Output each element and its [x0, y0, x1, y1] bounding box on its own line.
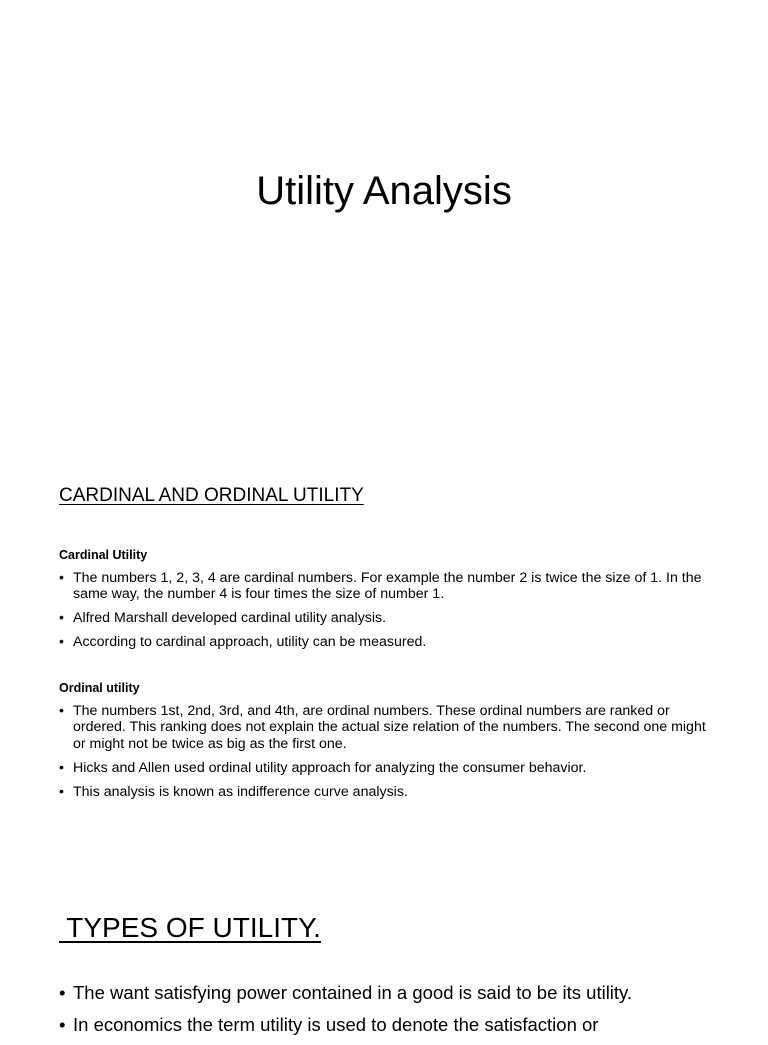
presentation-title: Utility Analysis	[256, 169, 512, 213]
slide-cardinal-ordinal	[0, 432, 768, 864]
list-item: • This analysis is known as indifference curve analysis.	[59, 784, 711, 800]
list-item: • The want satisfying power contained in a good is said to be its utility.	[59, 981, 719, 1005]
cardinal-utility-heading: Cardinal Utility	[59, 548, 148, 562]
list-item: • In economics the term utility is used to denote the satisfaction or	[59, 1013, 719, 1037]
slide-types-of-utility	[0, 864, 768, 1035]
list-item: • Alfred Marshall developed cardinal utility analysis.	[59, 610, 711, 626]
list-item: • Hicks and Allen used ordinal utility approach for analyzing the consumer behavior.	[59, 760, 711, 776]
list-item: • The numbers 1, 2, 3, 4 are cardinal numbers. For example the number 2 is twice the size of 1. In the same way, the number 4 is four times the size of number 1.	[59, 570, 711, 603]
list-item: • The numbers 1st, 2nd, 3rd, and 4th, are ordinal numbers. These ordinal numbers are ranked or ordered. This ranking does not explain the actual size relation of the numbers. The second one might or might not be twice as big as the first one.	[59, 703, 711, 752]
slide-heading: TYPES OF UTILITY.	[59, 912, 321, 943]
list-item: • According to cardinal approach, utility can be measured.	[59, 634, 711, 650]
ordinal-utility-list	[59, 703, 711, 808]
slide-title	[0, 0, 768, 432]
types-of-utility-list	[59, 981, 719, 1045]
ordinal-utility-heading: Ordinal utility	[59, 681, 140, 695]
slide-heading: CARDINAL AND ORDINAL UTILITY	[59, 485, 364, 506]
cardinal-utility-list	[59, 570, 711, 658]
